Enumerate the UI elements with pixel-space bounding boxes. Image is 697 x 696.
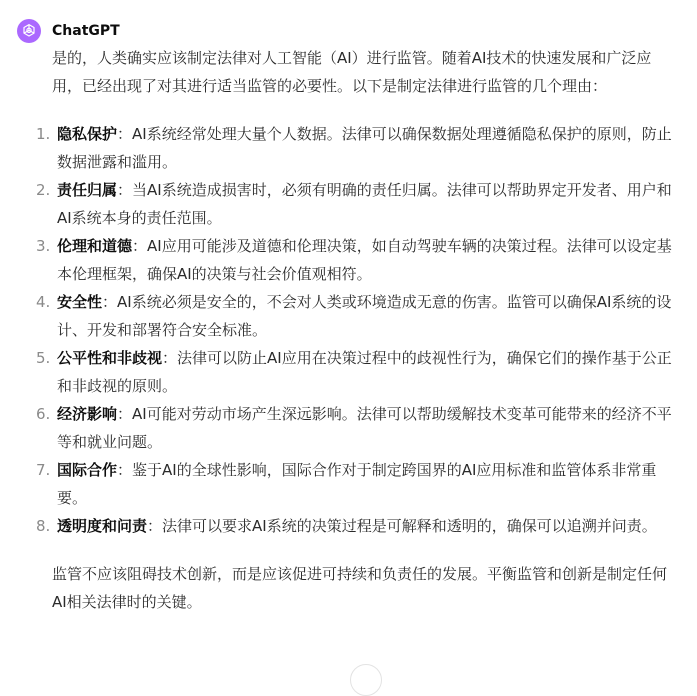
list-term: 国际合作 [57, 461, 118, 479]
message-author: ChatGPT [52, 23, 120, 39]
list-term: 安全性 [57, 293, 103, 311]
list-number: 1. [36, 125, 51, 143]
list-number: 5. [36, 349, 51, 367]
list-item [36, 232, 677, 288]
list-term: 公平性和非歧视 [57, 349, 163, 367]
reasons-list [36, 120, 677, 540]
list-item [36, 344, 677, 400]
list-text: ：法律可以要求AI系统的决策过程是可解释和透明的，确保可以追溯并问责。 [147, 517, 657, 535]
list-text: ：当AI系统造成损害时，必须有明确的责任归属。法律可以帮助界定开发者、用户和AI系统本身的责任范围。 [57, 181, 672, 227]
conclusion-paragraph: 监管不应该阻碍技术创新，而是应该促进可持续和负责任的发展。平衡监管和创新是制定任何AI相关法律时的关键。 [52, 565, 668, 611]
list-text: ：鉴于AI的全球性影响，国际合作对于制定跨国界的AI应用标准和监管体系非常重要。 [57, 461, 657, 507]
list-item [36, 176, 677, 232]
list-number: 3. [36, 237, 51, 255]
list-number: 6. [36, 405, 51, 423]
list-number: 4. [36, 293, 51, 311]
message-content [36, 44, 677, 616]
list-text: ：法律可以防止AI应用在决策过程中的歧视性行为，确保它们的操作基于公正和非歧视的原则。 [57, 349, 672, 395]
list-term: 经济影响 [57, 405, 118, 423]
list-item [36, 512, 677, 540]
openai-logo-icon [17, 19, 41, 43]
list-item [36, 400, 677, 456]
list-item [36, 120, 677, 176]
list-number: 7. [36, 461, 51, 479]
list-number: 2. [36, 181, 51, 199]
list-text: ：AI系统必须是安全的，不会对人类或环境造成无意的伤害。监管可以确保AI系统的设计、开发和部署符合安全标准。 [57, 293, 672, 339]
list-text: ：AI系统经常处理大量个人数据。法律可以确保数据处理遵循隐私保护的原则，防止数据泄露和滥用。 [57, 125, 672, 171]
list-text: ：AI应用可能涉及道德和伦理决策，如自动驾驶车辆的决策过程。法律可以设定基本伦理框架，确保AI的决策与社会价值观相符。 [57, 237, 672, 283]
list-term: 责任归属 [57, 181, 118, 199]
list-term: 伦理和道德 [57, 237, 133, 255]
scroll-to-bottom-button[interactable] [350, 664, 382, 696]
list-item [36, 288, 677, 344]
intro-paragraph: 是的，人类确实应该制定法律对人工智能（AI）进行监管。随着AI技术的快速发展和广泛应用，已经出现了对其进行适当监管的必要性。以下是制定法律进行监管的几个理由： [52, 49, 652, 95]
list-term: 隐私保护 [57, 125, 118, 143]
list-item [36, 456, 677, 512]
list-term: 透明度和问责 [57, 517, 148, 535]
list-text: ：AI可能对劳动市场产生深远影响。法律可以帮助缓解技术变革可能带来的经济不平等和就业问题。 [57, 405, 672, 451]
list-number: 8. [36, 517, 51, 535]
